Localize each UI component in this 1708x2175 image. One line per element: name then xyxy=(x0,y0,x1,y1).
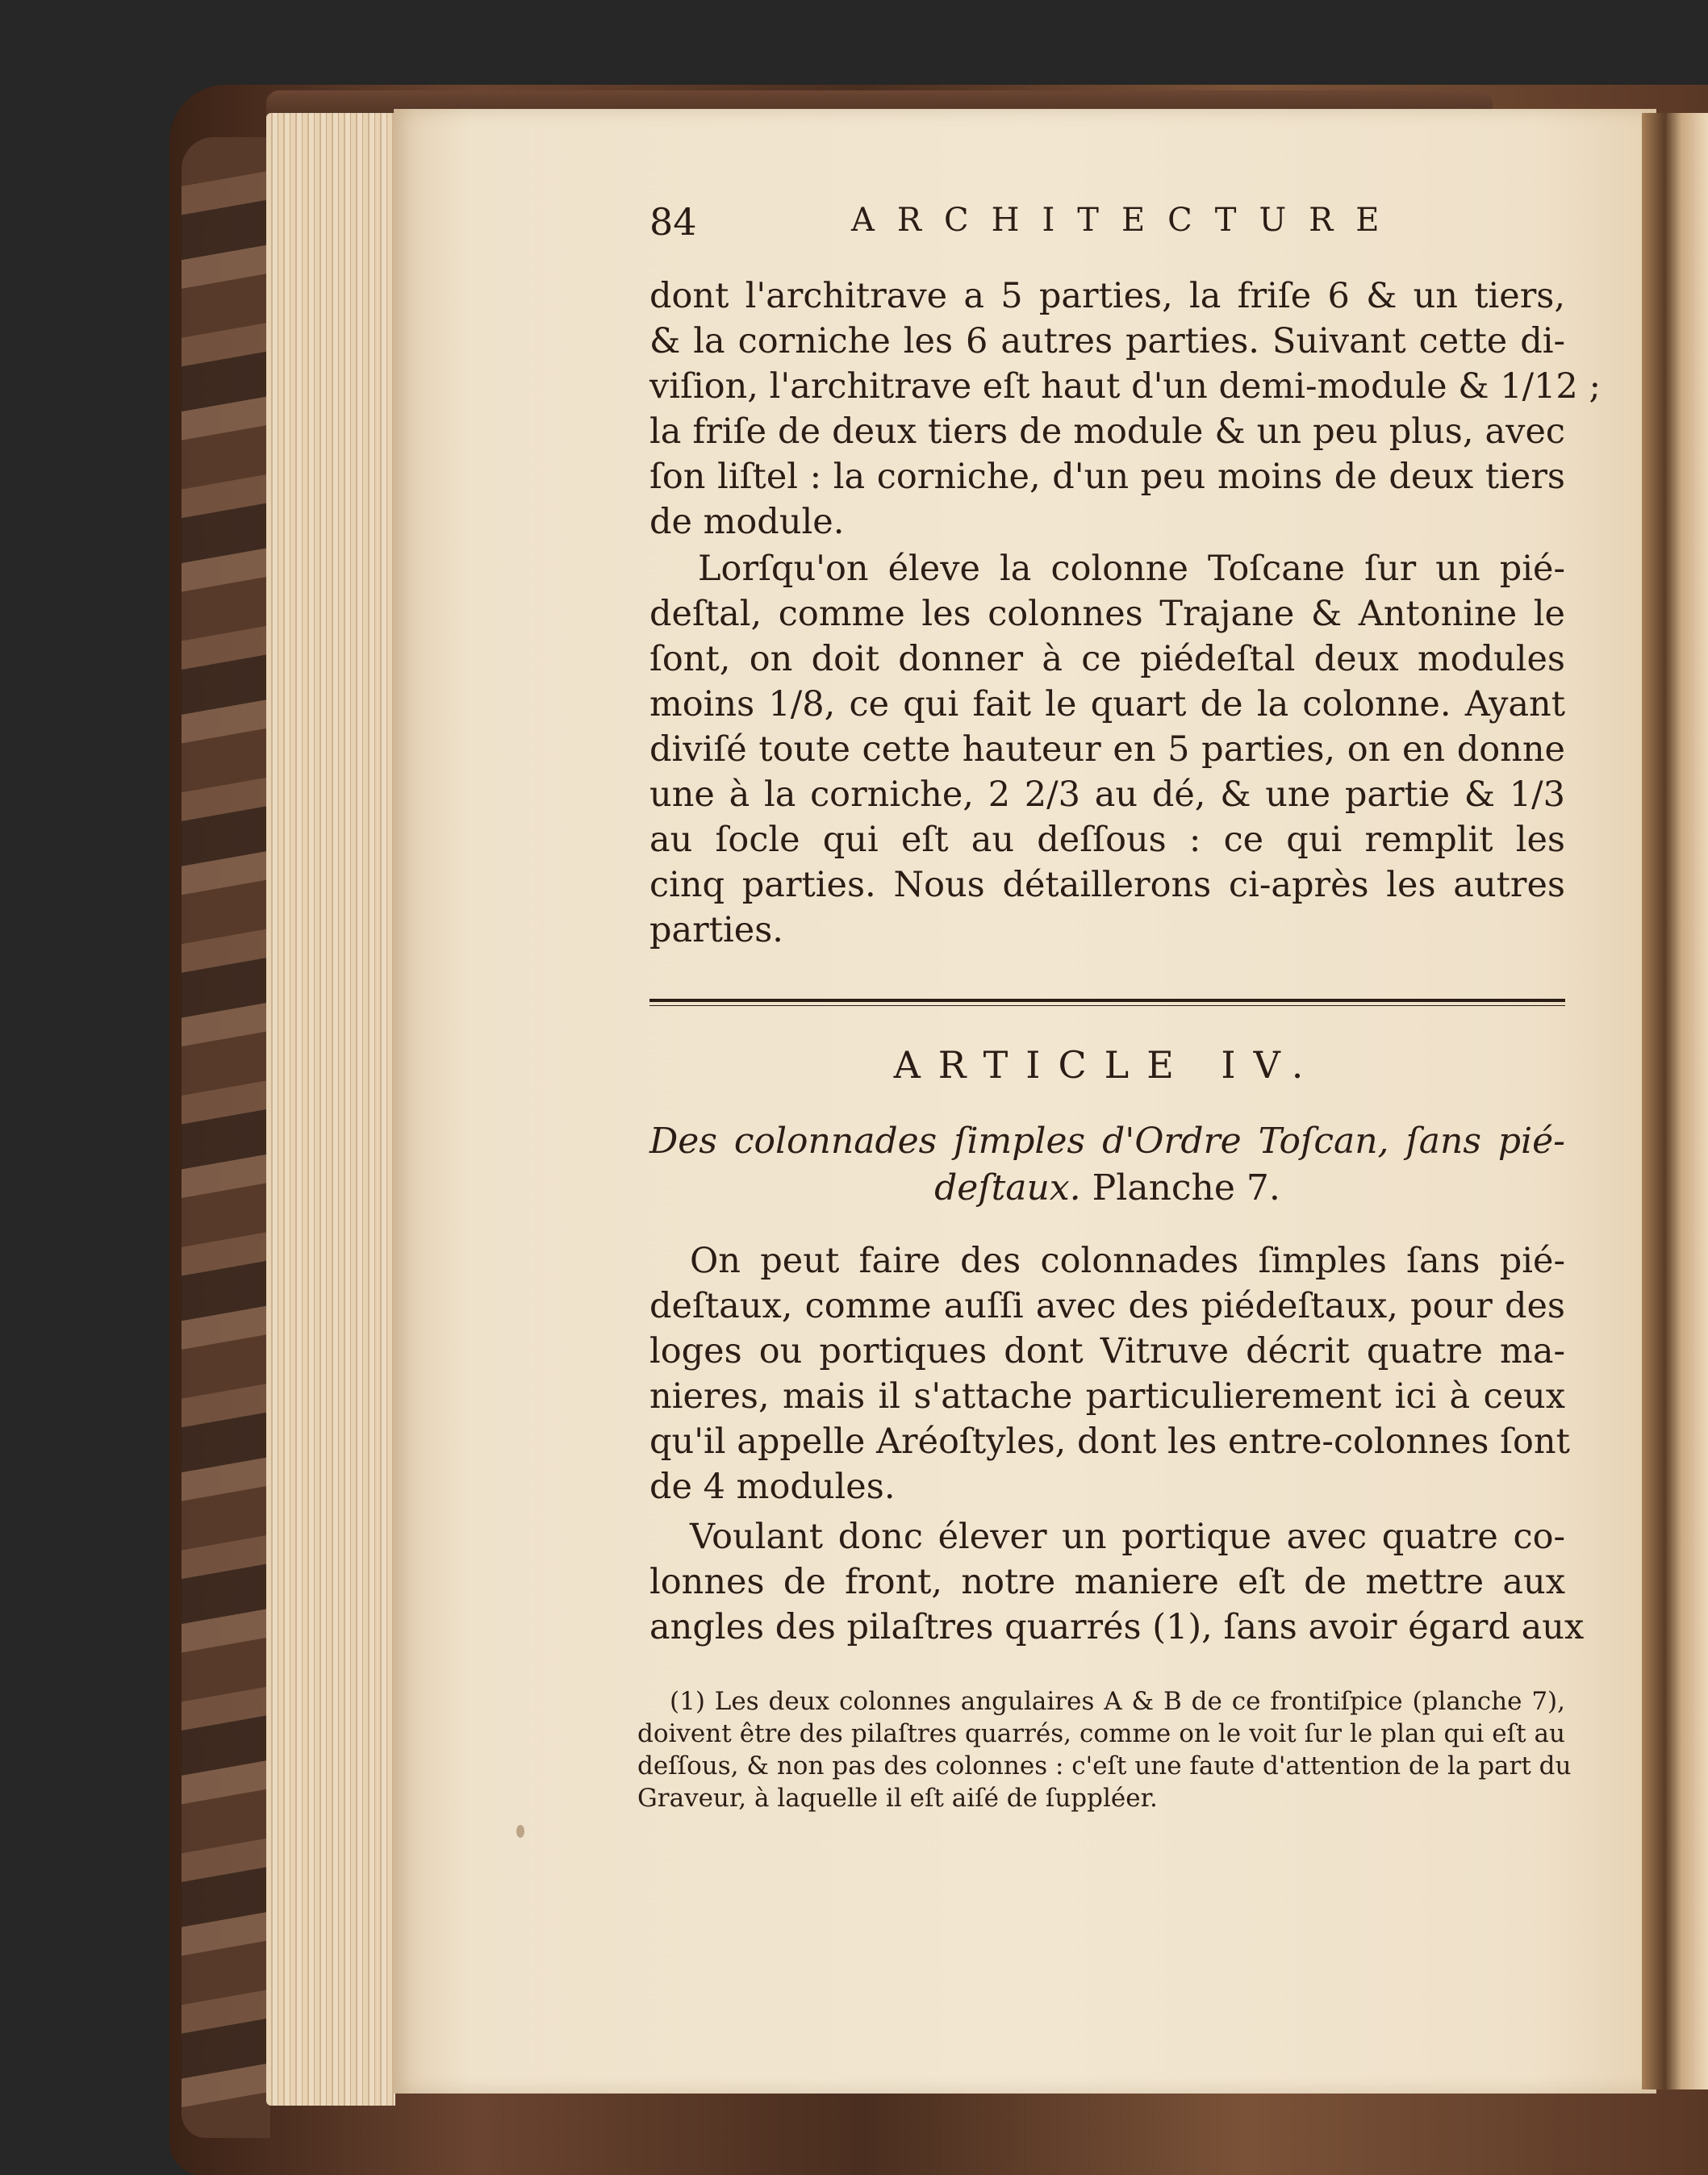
footnote-line: Graveur, à laquelle il eſt aiſé de ſuppléer. xyxy=(637,1784,1158,1813)
text-line: au ſocle qui eſt au deſſous : ce qui remplit les xyxy=(649,820,1565,860)
text-line: de module. xyxy=(649,502,845,542)
text-line: dont l'architrave a 5 parties, la friſe 6 & un tiers, xyxy=(649,276,1565,316)
running-title: ARCHITECTURE xyxy=(851,202,1402,239)
text-line: lonnes de front, notre maniere eſt de mettre aux xyxy=(649,1562,1565,1602)
text-line: Voulant donc élever un portique avec quatre co- xyxy=(690,1517,1565,1557)
text-line: On peut faire des colonnades ſimples ſans pié- xyxy=(690,1241,1565,1281)
text-line: moins 1/8, ce qui fait le quart de la colonne. Ayant xyxy=(649,684,1565,724)
text-line: loges ou portiques dont Vitruve décrit quatre ma- xyxy=(649,1331,1565,1371)
article-subtitle-italic: deſtaux. xyxy=(934,1167,1081,1209)
book-gutter xyxy=(1642,113,1708,2089)
text-line: diviſé toute cette hauteur en 5 parties, on en donne xyxy=(649,729,1565,770)
text-line: deſtaux, comme auſſi avec des piédeſtaux, pour des xyxy=(649,1286,1565,1326)
text-line: & la corniche les 6 autres parties. Suivant cette di- xyxy=(649,321,1565,361)
text-line: une à la corniche, 2 2/3 au dé, & une partie & 1/3 xyxy=(649,774,1565,815)
footnote-line: doivent être des pilaſtres quarrés, comme on le voit ſur le plan qui eſt au xyxy=(637,1719,1565,1748)
page-header xyxy=(649,200,1565,257)
text-line: de 4 modules. xyxy=(649,1467,896,1507)
article-subtitle-line2 xyxy=(649,1167,1565,1210)
text-line: qu'il appelle Aréoſtyles, dont les entre-colonnes ſont xyxy=(649,1421,1570,1462)
text-line: ſont, on doit donner à ce piédeſtal deux modules xyxy=(649,639,1565,679)
plate-reference: Planche 7. xyxy=(1092,1167,1280,1209)
article-heading: ARTICLE IV. xyxy=(893,1043,1322,1087)
article-subtitle xyxy=(649,1120,1565,1163)
text-line: Lorſqu'on éleve la colonne Toſcane ſur un pié- xyxy=(698,549,1565,589)
page-edges xyxy=(266,113,395,2106)
text-line: deſtal, comme les colonnes Trajane & Antonine le xyxy=(649,594,1565,634)
text-line: nieres, mais il s'attache particulierement ici à ceux xyxy=(649,1376,1565,1417)
section-rule-thin xyxy=(649,1005,1565,1006)
section-rule xyxy=(649,999,1565,1002)
marbled-board xyxy=(182,137,270,2138)
text-line: ſon liſtel : la corniche, d'un peu moins de deux tiers xyxy=(649,457,1565,497)
footnote-line: deſſous, & non pas des colonnes : c'eſt une faute d'attention de la part du xyxy=(637,1751,1572,1780)
footnote-line: (1) Les deux colonnes angulaires A & B de ce frontiſpice (planche 7), xyxy=(670,1687,1565,1716)
page-number: 84 xyxy=(649,200,697,244)
text-line: la friſe de deux tiers de module & un peu plus, avec xyxy=(649,411,1565,452)
text-line: angles des pilaſtres quarrés (1), ſans avoir égard aux xyxy=(649,1607,1585,1647)
paper-stain xyxy=(516,1825,524,1838)
article-subtitle-line1: Des colonnades ſimples d'Ordre Toſcan, ſans pié- xyxy=(649,1121,1565,1162)
text-line: cinq parties. Nous détaillerons ci-après les autres xyxy=(649,865,1565,905)
text-line: parties. xyxy=(649,910,783,950)
text-line: viſion, l'architrave eſt haut d'un demi-module & 1/12 ; xyxy=(649,366,1601,407)
